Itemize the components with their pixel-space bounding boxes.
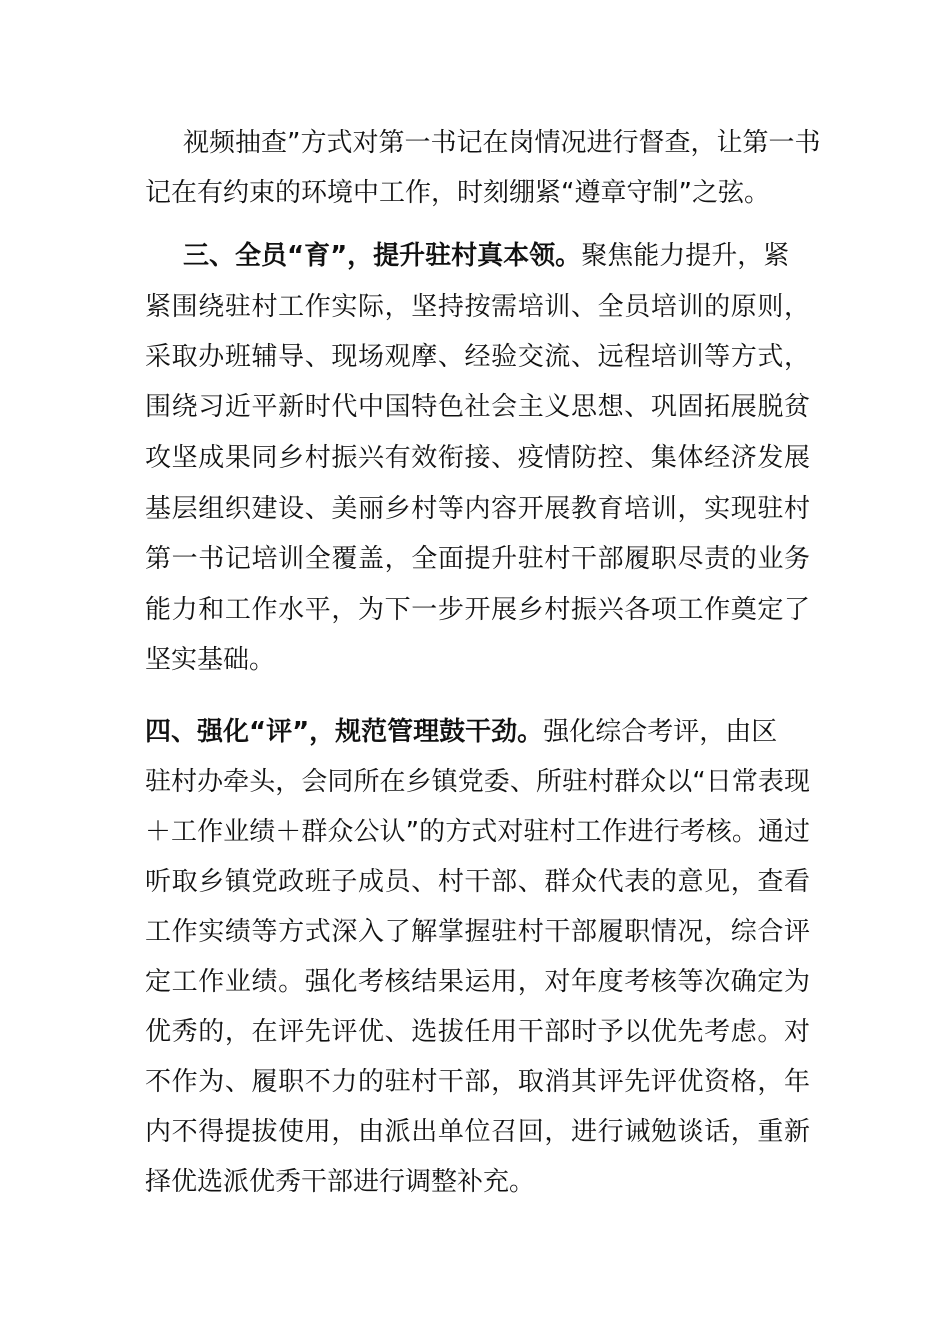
paragraph-line: ＋工作业绩＋群众公认”的方式对驻村工作进行考核。通过: [145, 817, 810, 847]
section-heading-4: 四、强化“评”，规范管理鼓干劲。: [145, 717, 544, 747]
paragraph-line: 驻村办牵头，会同所在乡镇党委、所驻村群众以“日常表现: [145, 767, 810, 797]
paragraph-line: 优秀的，在评先评优、选拔任用干部时予以优先考虑。对: [145, 1017, 810, 1047]
paragraph-line: 定工作业绩。强化考核结果运用，对年度考核等次确定为: [145, 967, 810, 997]
paragraph-line: 内不得提拔使用，由派出单位召回，进行诫勉谈话，重新: [145, 1117, 810, 1147]
paragraph-line: 能力和工作水平，为下一步开展乡村振兴各项工作奠定了: [145, 595, 810, 625]
paragraph-line: 坚实基础。: [145, 645, 276, 675]
section-heading-3: 三、全员“育”，提升驻村真本领。: [183, 241, 582, 271]
paragraph-text: 强化综合考评，由区: [543, 717, 778, 747]
paragraph-line: 基层组织建设、美丽乡村等内容开展教育培训，实现驻村: [145, 494, 810, 524]
paragraph-first-line: [183, 236, 810, 276]
paragraph-line: 不作为、履职不力的驻村干部，取消其评先评优资格，年: [145, 1067, 810, 1097]
paragraph-first-line: [145, 712, 810, 752]
paragraph-line: 听取乡镇党政班子成员、村干部、群众代表的意见，查看: [145, 867, 810, 897]
paragraph-text: 聚焦能力提升，紧: [581, 241, 790, 271]
paragraph-line: 采取办班辅导、现场观摩、经验交流、远程培训等方式，: [145, 342, 810, 372]
paragraph-line: 攻坚成果同乡村振兴有效衔接、疫情防控、集体经济发展: [145, 443, 810, 473]
paragraph-line: 紧围绕驻村工作实际，坚持按需培训、全员培训的原则，: [145, 292, 810, 322]
paragraph-line: 围绕习近平新时代中国特色社会主义思想、巩固拓展脱贫: [145, 392, 810, 422]
paragraph-line: 工作实绩等方式深入了解掌握驻村干部履职情况，综合评: [145, 917, 810, 947]
paragraph-line: 视频抽查”方式对第一书记在岗情况进行督查，让第一书: [183, 128, 821, 158]
paragraph-line: 记在有约束的环境中工作，时刻绷紧“遵章守制”之弦。: [145, 178, 770, 208]
paragraph-line: 择优选派优秀干部进行调整补充。: [145, 1167, 536, 1197]
paragraph-line: 第一书记培训全覆盖，全面提升驻村干部履职尽责的业务: [145, 544, 810, 574]
